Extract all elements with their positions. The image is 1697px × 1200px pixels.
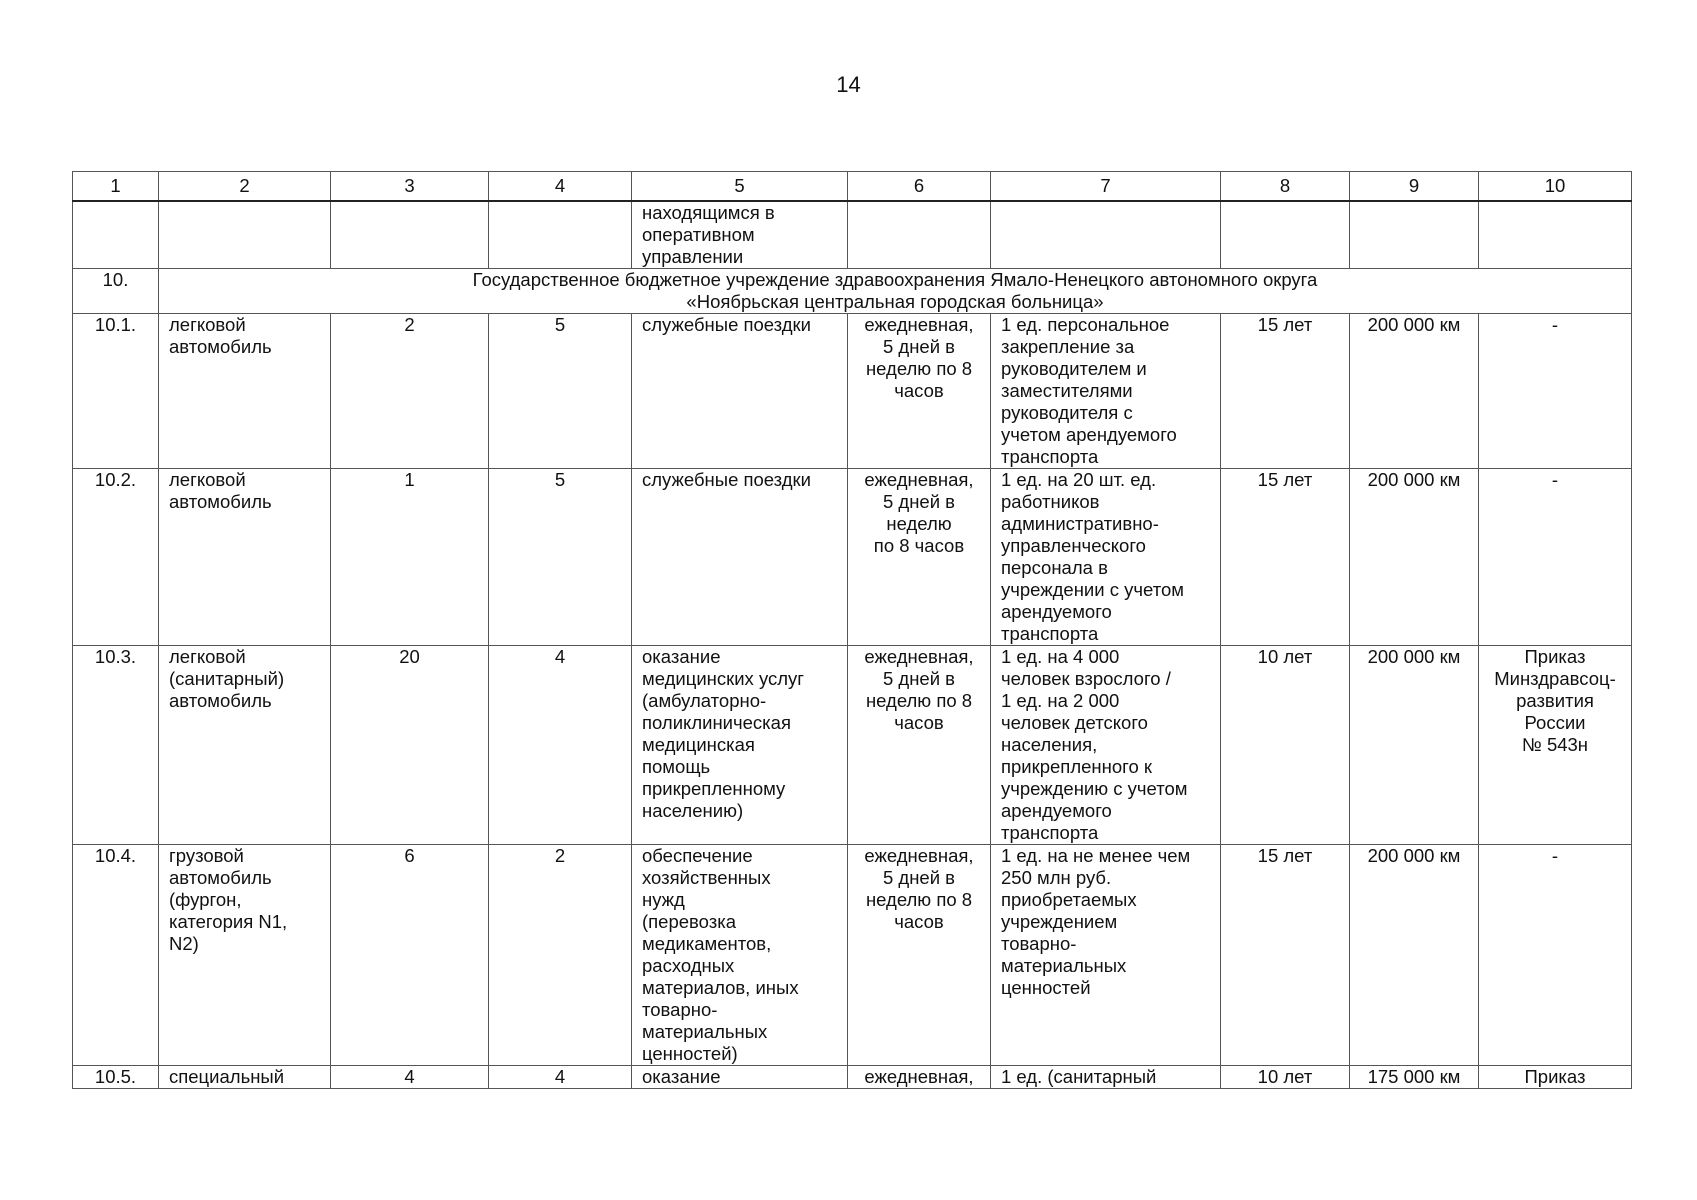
service-life-cell: 10 лет	[1221, 1066, 1350, 1089]
header-cell-7: 7	[991, 172, 1221, 202]
vehicle-type-cell: легковой автомобиль	[159, 469, 331, 646]
norm-cell: 1 ед. на 20 шт. ед. работников административно- управленческого персонала в учреждении с учетом арендуемого транспорта	[991, 469, 1221, 646]
service-life-cell: 10 лет	[1221, 646, 1350, 845]
row-number-cell: 10.	[73, 269, 159, 314]
column-number-header-row	[73, 172, 1632, 202]
table-cell	[159, 201, 331, 269]
norm-cell: 1 ед. на 4 000 человек взрослого / 1 ед. на 2 000 человек детского населения, прикрепленного к учреждению с учетом арендуемого транспорта	[991, 646, 1221, 845]
header-cell-2: 2	[159, 172, 331, 202]
seats-cell: 5	[489, 469, 632, 646]
organization-title-line-1: Государственное бюджетное учреждение здравоохранения Ямало-Ненецкого автономного округа	[472, 269, 1318, 290]
seats-cell: 2	[489, 845, 632, 1066]
table-cell	[1350, 201, 1479, 269]
table-cell	[489, 201, 632, 269]
purpose-cell: оказание медицинских услуг (амбулаторно- поликлиническая медицинская помощь прикрепленному населению)	[632, 646, 848, 845]
table-cell	[991, 201, 1221, 269]
table-cell	[1479, 201, 1632, 269]
table-cell	[73, 201, 159, 269]
basis-cell: -	[1479, 314, 1632, 469]
basis-cell: Приказ Минздравсоц- развития России № 543н	[1479, 646, 1632, 845]
table-row	[73, 646, 1632, 845]
basis-cell: -	[1479, 469, 1632, 646]
header-cell-3: 3	[331, 172, 489, 202]
vehicle-type-cell: легковой автомобиль	[159, 314, 331, 469]
table-row	[73, 314, 1632, 469]
header-cell-5: 5	[632, 172, 848, 202]
usage-mode-cell: ежедневная, 5 дней в неделю по 8 часов	[848, 845, 991, 1066]
service-life-cell: 15 лет	[1221, 845, 1350, 1066]
quantity-cell: 2	[331, 314, 489, 469]
row-number-cell: 10.3.	[73, 646, 159, 845]
purpose-cell: обеспечение хозяйственных нужд (перевозка медикаментов, расходных материалов, иных товарно- материальных ценностей)	[632, 845, 848, 1066]
table-row	[73, 1066, 1632, 1089]
table-row	[73, 845, 1632, 1066]
organization-title-line-2: «Ноябрьская центральная городская больница»	[686, 291, 1104, 312]
organization-row	[73, 269, 1632, 314]
continuation-row	[73, 201, 1632, 269]
quantity-cell: 1	[331, 469, 489, 646]
service-life-cell: 15 лет	[1221, 314, 1350, 469]
header-cell-10: 10	[1479, 172, 1632, 202]
usage-mode-cell: ежедневная, 5 дней в неделю по 8 часов	[848, 314, 991, 469]
header-cell-8: 8	[1221, 172, 1350, 202]
usage-mode-cell: ежедневная, 5 дней в неделю по 8 часов	[848, 646, 991, 845]
table-row	[73, 469, 1632, 646]
header-cell-6: 6	[848, 172, 991, 202]
header-cell-1: 1	[73, 172, 159, 202]
seats-cell: 4	[489, 1066, 632, 1089]
row-number-cell: 10.5.	[73, 1066, 159, 1089]
table-cell	[331, 201, 489, 269]
norm-cell: 1 ед. персональное закрепление за руководителем и заместителями руководителя с учетом арендуемого транспорта	[991, 314, 1221, 469]
purpose-cell: служебные поездки	[632, 314, 848, 469]
norm-cell: 1 ед. на не менее чем 250 млн руб. приобретаемых учреждением товарно- материальных ценностей	[991, 845, 1221, 1066]
vehicle-norms-table	[72, 171, 1632, 1089]
mileage-cell: 200 000 км	[1350, 646, 1479, 845]
header-cell-4: 4	[489, 172, 632, 202]
quantity-cell: 6	[331, 845, 489, 1066]
seats-cell: 5	[489, 314, 632, 469]
row-number-cell: 10.1.	[73, 314, 159, 469]
mileage-cell: 200 000 км	[1350, 469, 1479, 646]
purpose-cell: оказание	[632, 1066, 848, 1089]
quantity-cell: 20	[331, 646, 489, 845]
row-number-cell: 10.4.	[73, 845, 159, 1066]
service-life-cell: 15 лет	[1221, 469, 1350, 646]
mileage-cell: 200 000 км	[1350, 314, 1479, 469]
quantity-cell: 4	[331, 1066, 489, 1089]
mileage-cell: 175 000 км	[1350, 1066, 1479, 1089]
seats-cell: 4	[489, 646, 632, 845]
purpose-cell: служебные поездки	[632, 469, 848, 646]
vehicle-type-cell: грузовой автомобиль (фургон, категория N1, N2)	[159, 845, 331, 1066]
vehicle-type-cell: специальный	[159, 1066, 331, 1089]
organization-title-cell	[159, 269, 1632, 314]
basis-cell: -	[1479, 845, 1632, 1066]
basis-cell: Приказ	[1479, 1066, 1632, 1089]
vehicle-type-cell: легковой (санитарный) автомобиль	[159, 646, 331, 845]
header-cell-9: 9	[1350, 172, 1479, 202]
mileage-cell: 200 000 км	[1350, 845, 1479, 1066]
page-number: 14	[836, 72, 861, 97]
usage-mode-cell: ежедневная,	[848, 1066, 991, 1089]
usage-mode-cell: ежедневная, 5 дней в неделю по 8 часов	[848, 469, 991, 646]
purpose-cell: находящимся в оперативном управлении	[632, 201, 848, 269]
table-cell	[848, 201, 991, 269]
norm-cell: 1 ед. (санитарный	[991, 1066, 1221, 1089]
row-number-cell: 10.2.	[73, 469, 159, 646]
table-cell	[1221, 201, 1350, 269]
